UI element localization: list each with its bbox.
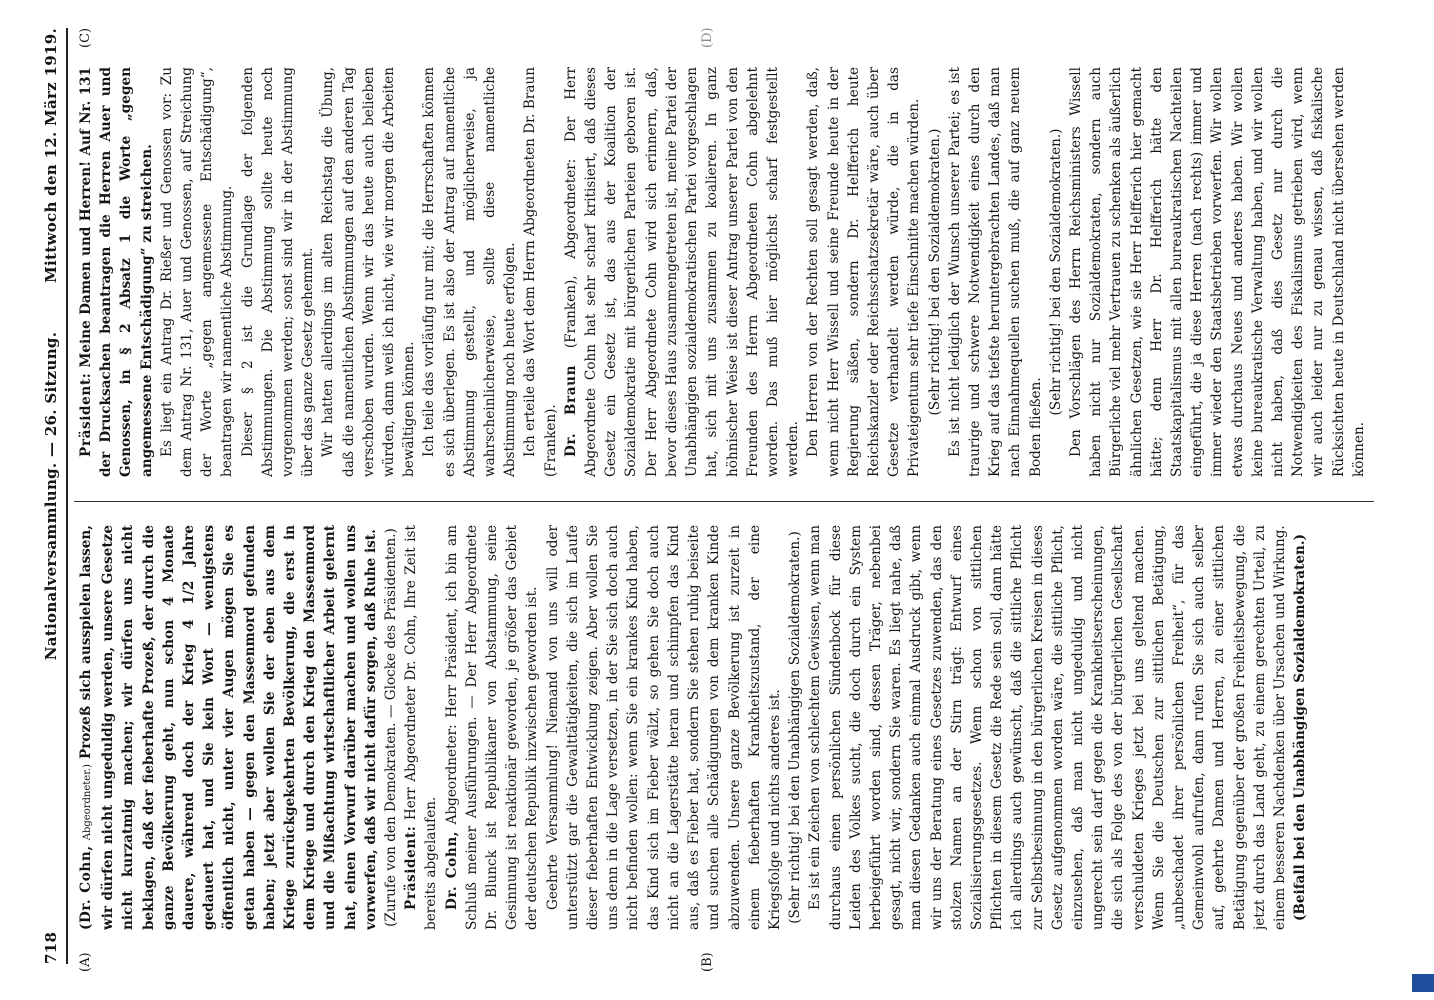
session-date: Mittwoch den 12. März 1919. [42, 28, 60, 283]
interjection: (Sehr richtig! bei den Unabhängigen Sozialdemokraten.) [787, 531, 804, 924]
credit-line [1418, 4, 1434, 994]
margin-marker-c: (C) [78, 27, 93, 48]
paragraph [76, 525, 381, 930]
speaker-role: Abgeordneter.) [82, 764, 93, 841]
paragraph-text: Den Herren von der Rechten soll gesagt werden, daß, wenn nicht Herr Wissell und seine Freunde heute in der Regierung säßen, sondern Dr. Helfferich heute Reichskanzler oder Reichsschatzsekretär wäre, auch über Gesetze verhandelt werden würde, die in das Privateigentum sehr tiefe Einschnitte machen würden. [805, 67, 923, 477]
interjection: (Beifall bei den Unabhängigen Sozialdemokraten.) [1292, 533, 1309, 922]
speaker-name: Präsident: [78, 372, 94, 457]
paragraph-text: Geehrte Versammlung! Niemand von uns will oder unterstützt gar die Gewalttätigkeiten, die sich im Laufe dieser fieberhaften Entwicklung zeigen. Aber wollen Sie uns denn in die Lage versetzen, in der Sie sich doch auch nicht befinden wollen: wenn Sie ein krankes Kind haben, das Kind sich im Fieber wälzt, so gehen Sie doch auch nicht an die Lagerstätte heran und schimpfen das Kind aus, daß es Fieber hat, sondern Sie stehen ruhig beiseite und suchen alle Schädigungen von dem kranken Kinde abzuwenden. Unsere ganze Bevölkerung ist zurzeit in einem fieberhaften Krankheitszustand, der eine Kriegsfolge und nichts anderes ist. [544, 525, 783, 930]
page-header [42, 28, 66, 964]
paragraph-text: Dieser § 2 ist die Grundlage der folgenden Abstimmungen. Die Abstimmung sollte heute noch vorgenommen werden; sonst sind wir in der Abstimmung über das ganze Gesetz gehemmt. [239, 67, 317, 477]
page-number: 718 [42, 931, 60, 964]
paragraph-text: Ich teile das vorläufig nur mit; die Herrschaften können es sich überlegen. Es ist also der Antrag auf namentliche Abstimmung gestellt, und möglicherweise, ja wahrscheinlicherweise, sollte diese namentliche Abstimmung noch heute erfolgen. [421, 67, 519, 477]
speaker-name: Präsident: [403, 825, 420, 910]
paragraph-text: Meine Damen und Herren! Auf Nr. 131 der Drucksachen beantragen die Herren Auer und Genossen, in § 2 Absatz 1 die Worte „gegen angemessene Entschädigung“ zu streichen. [78, 67, 155, 477]
paragraph-text: Herr Abgeordneter Dr. Cohn, Ihre Zeit ist bereits abgelaufen. [403, 525, 440, 930]
speaker-name: (Dr. Cohn, [78, 845, 94, 930]
digitization-credit [1416, 4, 1434, 994]
speaker-name: Dr. Braun [562, 364, 579, 457]
paragraph-text: Es ist ein Zeichen von schlechtem Gewissen, wenn man durchaus einen persönlichen Sündenbock für diese Leiden des Volkes sucht, die doch durch ein System herbeigeführt worden sind, dessen Träger, nebenbei gesagt, nicht wir, sondern Sie waren. Es liegt nahe, daß man diesen Gedanken auch einmal Ausdruck gibt, wenn wir uns der Beratung eines Gesetzes zuwenden, das den stolzen Namen an der Stirn trägt: Entwurf eines Sozialisierungsgesetzes. Wenn schon von sittlichen Pflichten in diesem Gesetz die Rede sein soll, dann hätte ich allerdings auch gewünscht, daß die sittliche Pflicht zur Selbstbesinnung in den bürgerlichen Kreisen in dieses Gesetz aufgenommen worden wäre, die sittliche Pflicht, einzusehen, daß man nicht ungeduldig und nicht ungerecht sein darf gegen die Krankheitserscheinungen, die sich als Folge des von der bürgerlichen Gesellschaft verschuldeten Krieges jetzt bei uns geltend machen. Wenn Sie die Deutschen zur sittlichen Betätigung, „unbeschadet ihrer persönlichen Freiheit“, für das Gemeinwohl aufrufen, dann rufen Sie sich auch selber auf, geehrte Damen und Herren, zu einer sittlichen Betätigung gegenüber der großen Freiheitsbewegung, die jetzt durch das Land geht, zu einem gerechten Urteil, zu einem besseren Nachdenken über Ursachen und Wirkung. [807, 525, 1288, 930]
paragraph-text: Wir hatten allerdings im alten Reichstag die Übung, daß die namentlichen Abstimmungen auf den anderen Tag verschoben wurden. Wenn wir das heute auch belieben würden, dann weiß ich nicht, wie wir morgen die Arbeiten bewältigen können. [320, 67, 418, 477]
speaker-name: Dr. Cohn, [443, 830, 460, 910]
column-divider [74, 501, 1374, 502]
paragraph [401, 525, 441, 930]
interjection: (Sehr richtig! bei den Sozialdemokraten.) [1047, 128, 1064, 416]
paragraph [442, 525, 543, 930]
session-title: Nationalversammlung. — 26. Sitzung. [42, 331, 60, 661]
paragraph-text: Abgeordneter: Herr Präsident, ich bin am Schluß meiner Ausführungen. — Der Herr Abgeordnete Dr. Blunck ist Republikaner von Abstammung, seine Gesinnung ist reaktionär geworden, je größer das Gebiet der deutschen Republik inzwischen geworden ist. [443, 525, 541, 930]
paragraph-text: Es liegt ein Antrag Dr. Rießer und Genossen vor: Zu dem Antrag Nr. 131, Auer und Genossen, auf Streichung der Worte „gegen angemessene Entschädigung“, beantragen wir namentliche Abstimmung. [158, 67, 236, 477]
interjection: (Sehr richtig! bei den Sozialdemokraten.) [926, 128, 943, 416]
interjection: (Zurufe von den Demokraten. — Glocke des Präsidenten.) [383, 528, 400, 927]
paragraph [76, 67, 157, 477]
paragraph-text: Es ist nicht lediglich der Wunsch unserer Partei; es ist traurige und schwere Notwendigkeit eines durch den Krieg auf das tiefste heruntergebrachten Landes, daß man nach Einnahmequellen suchen muß, die auf ganz neuem Boden fließen. [946, 67, 1044, 477]
paragraph [561, 67, 803, 477]
paragraph-text [1369, 67, 1371, 477]
paragraph-text: Ich erteile das Wort dem Herrn Abgeordneten Dr. Braun (Franken). [522, 67, 559, 477]
paragraph-text: Den Vorschlägen des Herrn Reichsministers Wissell haben nicht nur Sozialdemokraten, sondern auch Bürgerliche viel mehr Vertrauen zu schenken als äußerlich ähnlichen Gesetzen, wie sie Herr Helfferich hier gemacht hätte; denn Herr Dr. Helfferich hätte den Staatskapitalismus mit allen bureaukratischen Nachteilen eingeführt, die ja diese Herren (nach rechts) immer und immer wieder den Staatsbetrieben vorwerfen. Wir wollen etwas durchaus Neues und anderes haben. Wir wollen keine bureaukratische Verwaltung haben, und wir wollen nicht haben, daß dies Gesetz nur durch die Notwendigkeiten des Fiskalismus getrieben wird, wenn wir auch leider nur zu genau wissen, daß fiskalische Rücksichten heute in Deutschland nicht übersehen werden können. [1067, 67, 1367, 477]
dfg-logo [1412, 974, 1434, 992]
margin-marker-a: (A) [78, 952, 93, 972]
left-column [76, 525, 1371, 930]
paragraph-text: (Franken), Abgeordneter: Der Herr Abgeordnete Cohn hat sehr scharf kritisiert, daß dieses Gesetz ein Gesetz ist, das aus der Koalition der Sozialdemokratie mit bürgerlichen Parteien geboren ist. Der Herr Abgeordnete Cohn wird sich erinnern, daß, bevor dieses Haus zusammengetreten ist, meine Partei der Unabhängigen sozialdemokratischen Partei vorgeschlagen hat, sich mit uns zusammen zu koalieren. In ganz höhnischer Weise ist dieser Antrag unserer Partei von den Freunden des Herrn Abgeordneten Cohn abgelehnt worden. Das muß hier möglichst scharf festgestellt werden. [562, 67, 802, 477]
paragraph-text: Prozeß sich ausspielen lassen, wir dürfen nicht ungeduldig werden, unsere Gesetze nicht kurzatmig machen; wir dürfen uns nicht beklagen, daß der fieberhafte Prozeß, der durch die ganze Bevölkerung geht, nun schon 4 Monate dauere, während doch der Krieg 4 1/2 Jahre gedauert hat, und Sie kein Wort — wenigstens öffentlich nicht, unter vier Augen mögen Sie es getan haben — gegen den Massenmord gefunden haben; jetzt aber wollen Sie der eben aus dem Kriege zurückgekehrten Bevölkerung, die erst in dem Kriege und durch den Krieg den Massenmord und die Mißachtung wirtschaftlicher Arbeit gelernt hat, einen Vorwurf darüber machen und wollen uns vorwerfen, daß wir nicht dafür sorgen, daß Ruhe ist. [78, 525, 379, 930]
margin-marker-d: (D) [700, 27, 715, 48]
header-rule [66, 28, 68, 964]
right-column [76, 67, 1371, 477]
margin-marker-b: (B) [700, 952, 715, 972]
